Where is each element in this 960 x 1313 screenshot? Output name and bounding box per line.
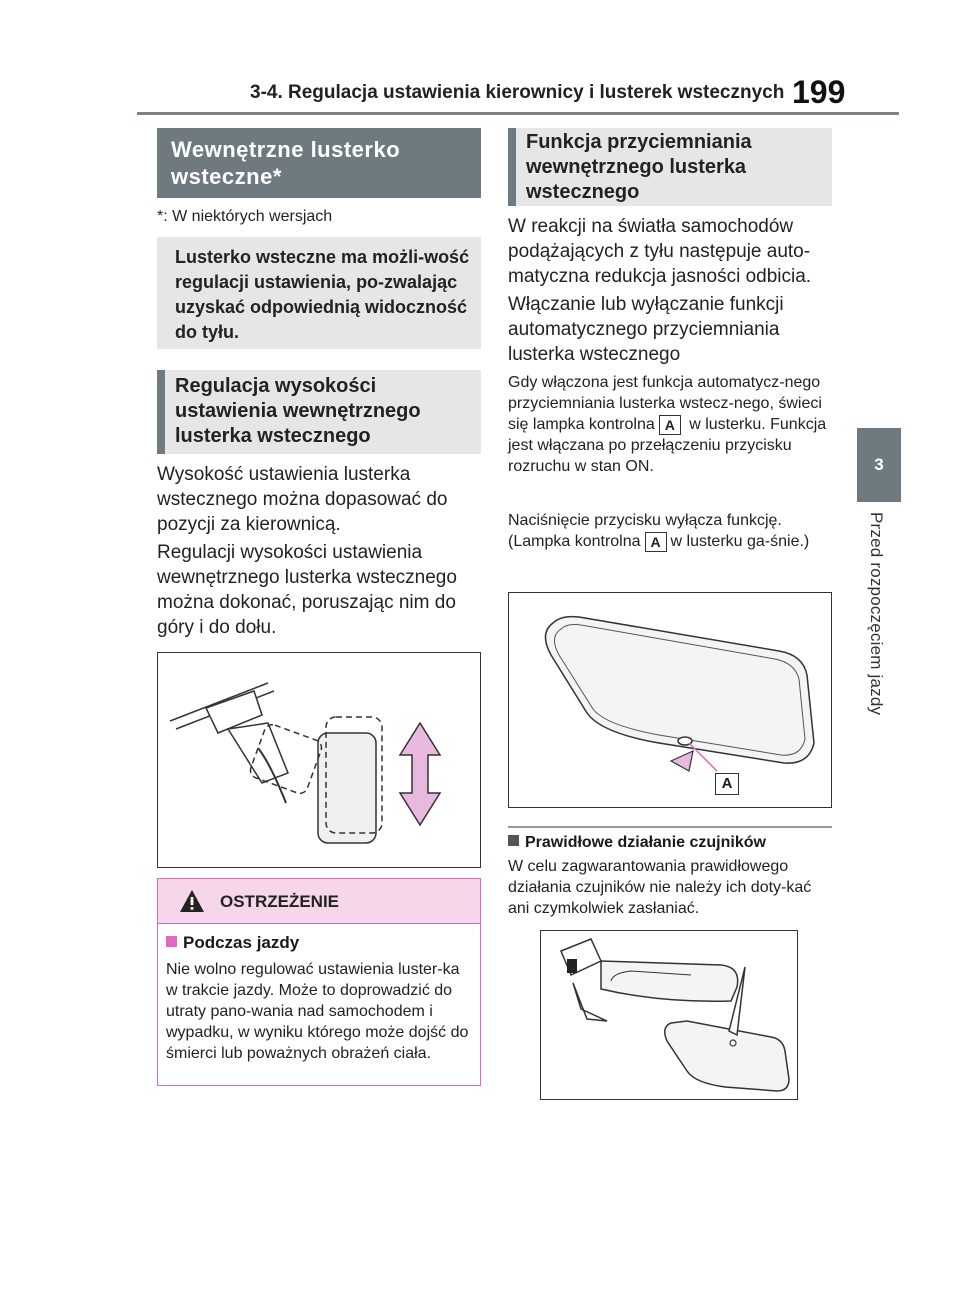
warning-triangle-icon [178,888,206,914]
chapter-tab: 3 [857,428,901,502]
figure-label-a: A [715,773,739,795]
intro-text: Lusterko wsteczne ma możli-wość regulacji ustawienia, po-zwalając uzyskać odpowiednią widoczność do tyłu. [175,247,470,342]
intro-box [157,237,481,349]
section-title: 3-4. Regulacja ustawienia kierownicy i lusterek wstecznych [250,82,785,103]
paragraph-dimming-1: W reakcji na światła samochodów podążających z tyłu następuje auto-matyczna redukcja jasności odbicia. [508,216,812,287]
warning-text: Nie wolno regulować ustawienia luster-ka w trakcie jazdy. Może to doprowadzić do utraty pano-wania nad samochodem i wypadku, w wyniku którego może dojść do śmierci lub poważnych obrażeń ciała. [166,961,469,1062]
warning-subhead-row [166,933,299,953]
paragraph-dimming-2: Włączanie lub wyłączanie funkcji automatycznego przyciemniania lusterka wstecznego [508,294,784,365]
warning-header [158,879,480,924]
heading-dimming: Funkcja przyciemniania wewnętrznego lusterka wstecznego [526,131,752,203]
figure-mirror-indicator [508,592,832,808]
sensor-subhead-row [508,834,766,852]
heading-dimming-box [508,128,832,206]
header-divider [137,112,899,115]
heading-height-adjust: Regulacja wysokości ustawienia wewnętrznego lusterka wstecznego [175,375,421,447]
figure-mirror-height [157,652,481,868]
indicator-badge: A [659,415,681,435]
warning-box [157,878,481,1086]
warning-title: OSTRZEŻENIE [220,892,340,911]
heading-inner-mirror: Wewnętrzne lusterko wsteczne* [157,128,481,198]
sensor-subhead: Prawidłowe działanie czujników [525,834,766,851]
paragraph-height-1: Wysokość ustawienia lusterka wstecznego można dopasować do pozycji za kierownicą. [157,464,448,535]
warning-subhead: Podczas jazdy [183,933,300,952]
paragraph-height-2: Regulacji wysokości ustawienia wewnętrznego lusterka wstecznego można dokonać, poruszając nim do góry i do dołu. [157,542,457,638]
heading-height-box [157,370,481,454]
mirror-indicator-illustration [509,593,830,806]
sensor-text: W celu zagwarantowania prawidłowego działania czujników nie należy ich doty-kać ani czymkolwiek zasłaniać. [508,858,812,917]
square-bullet-icon [508,835,519,846]
mirror-adjust-illustration [158,653,479,866]
figure-sensors [540,930,798,1100]
square-bullet-icon [166,936,177,947]
indicator-on-text: Gdy włączona jest funkcja automatycz-nego przyciemniania lusterka wstecz-nego, świeci się lampka kontrolna A w lusterku. Funkcja jest włączana po przełączeniu przycisku rozruchu w stan ON. [508,374,827,475]
chapter-title: Przed rozpoczęciem jazdy [867,512,886,716]
sensor-illustration [541,931,796,1098]
page-number: 199 [792,74,846,110]
indicator-badge: A [645,532,667,552]
section-divider [508,826,832,828]
indicator-off-text: Naciśnięcie przycisku wyłącza funkcję. (Lampka kontrolna A w lusterku ga-śnie.) [508,512,810,550]
footnote: *: W niektórych wersjach [157,208,333,225]
